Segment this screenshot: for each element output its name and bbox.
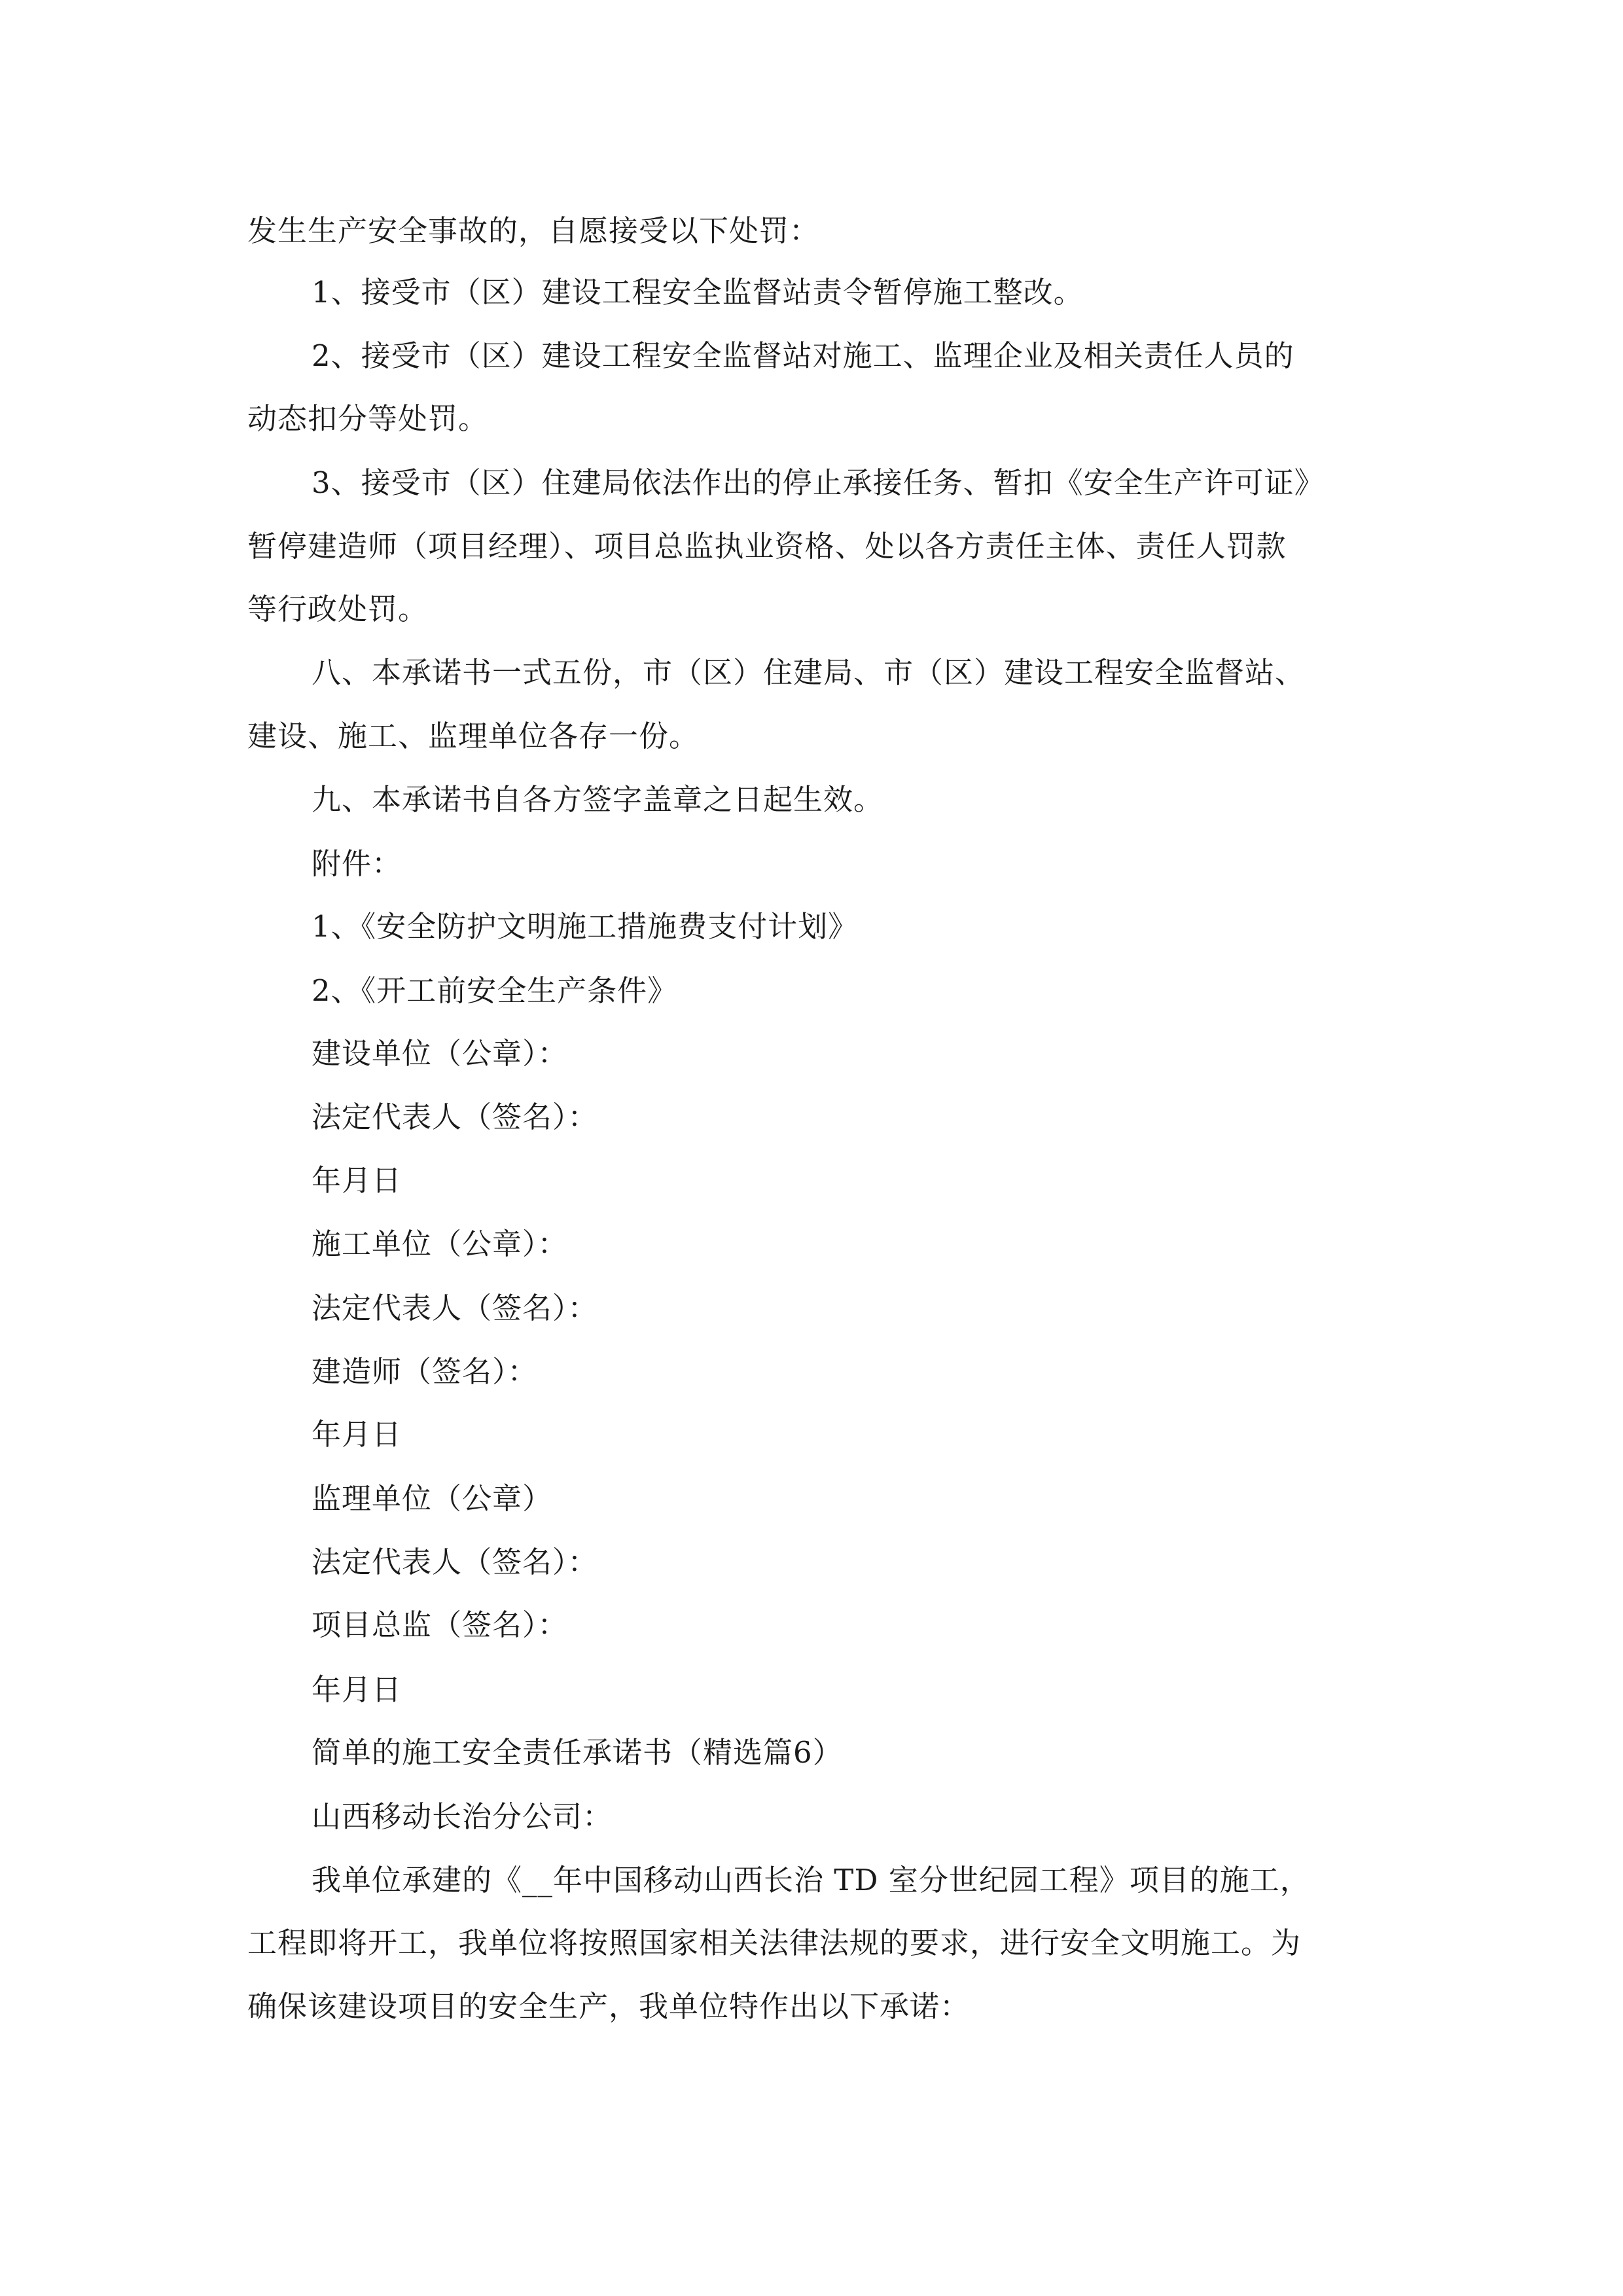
text-line-penalty-2-cont: 动态扣分等处罚。	[247, 401, 489, 436]
text-line-section-title: 简单的施工安全责任承诺书（精选篇6）	[312, 1735, 843, 1770]
text-line-body-1: 我单位承建的《__年中国移动山西长治 TD 室分世纪园工程》项目的施工，	[312, 1863, 1310, 1897]
text-line-attachment-2: 2、《开工前安全生产条件》	[312, 973, 678, 1008]
text-line-construction-unit-seal: 建设单位（公章）：	[312, 1036, 568, 1071]
text-line-penalty-3-cont-1: 暂停建造师（项目经理）、项目总监执业资格、处以各方责任主体、责任人罚款	[247, 529, 1287, 564]
text-line-supervisor-seal: 监理单位（公章）	[312, 1481, 553, 1516]
text-line-constructor-signature: 建造师（签名）：	[312, 1354, 538, 1389]
text-line-attachment-1: 1、《安全防护文明施工措施费支付计划》	[312, 909, 859, 944]
text-line-date-1: 年月日	[312, 1163, 402, 1198]
text-line-legal-rep-3: 法定代表人（签名）：	[312, 1545, 598, 1579]
text-line-legal-rep-2: 法定代表人（签名）：	[312, 1291, 598, 1325]
text-line-penalty-3: 3、接受市（区）住建局依法作出的停止承接任务、暂扣《安全生产许可证》	[312, 465, 1325, 500]
text-line-penalty-3-cont-2: 等行政处罚。	[247, 592, 429, 626]
text-line-addressee: 山西移动长治分公司：	[312, 1799, 613, 1834]
text-line-legal-rep-1: 法定代表人（签名）：	[312, 1100, 598, 1134]
text-line-body-3: 确保该建设项目的安全生产，我单位特作出以下承诺：	[247, 1989, 971, 2024]
text-line-penalty-intro: 发生生产安全事故的，自愿接受以下处罚：	[247, 213, 820, 248]
text-line-penalty-1: 1、接受市（区）建设工程安全监督站责令暂停施工整改。	[312, 275, 1084, 310]
text-line-date-2: 年月日	[312, 1417, 402, 1452]
text-line-date-3: 年月日	[312, 1672, 402, 1707]
text-line-body-2: 工程即将开工，我单位将按照国家相关法律法规的要求，进行安全文明施工。为	[247, 1926, 1302, 1960]
text-line-clause-8: 八、本承诺书一式五份，市（区）住建局、市（区）建设工程安全监督站、	[312, 655, 1306, 690]
text-line-chief-supervisor-signature: 项目总监（签名）：	[312, 1607, 568, 1642]
text-line-contractor-seal: 施工单位（公章）：	[312, 1227, 568, 1261]
text-line-clause-9: 九、本承诺书自各方签字盖章之日起生效。	[312, 782, 884, 817]
text-line-clause-8-cont: 建设、施工、监理单位各存一份。	[247, 719, 700, 753]
text-line-attachments-heading: 附件：	[312, 846, 402, 881]
text-line-penalty-2: 2、接受市（区）建设工程安全监督站对施工、监理企业及相关责任人员的	[312, 338, 1294, 373]
